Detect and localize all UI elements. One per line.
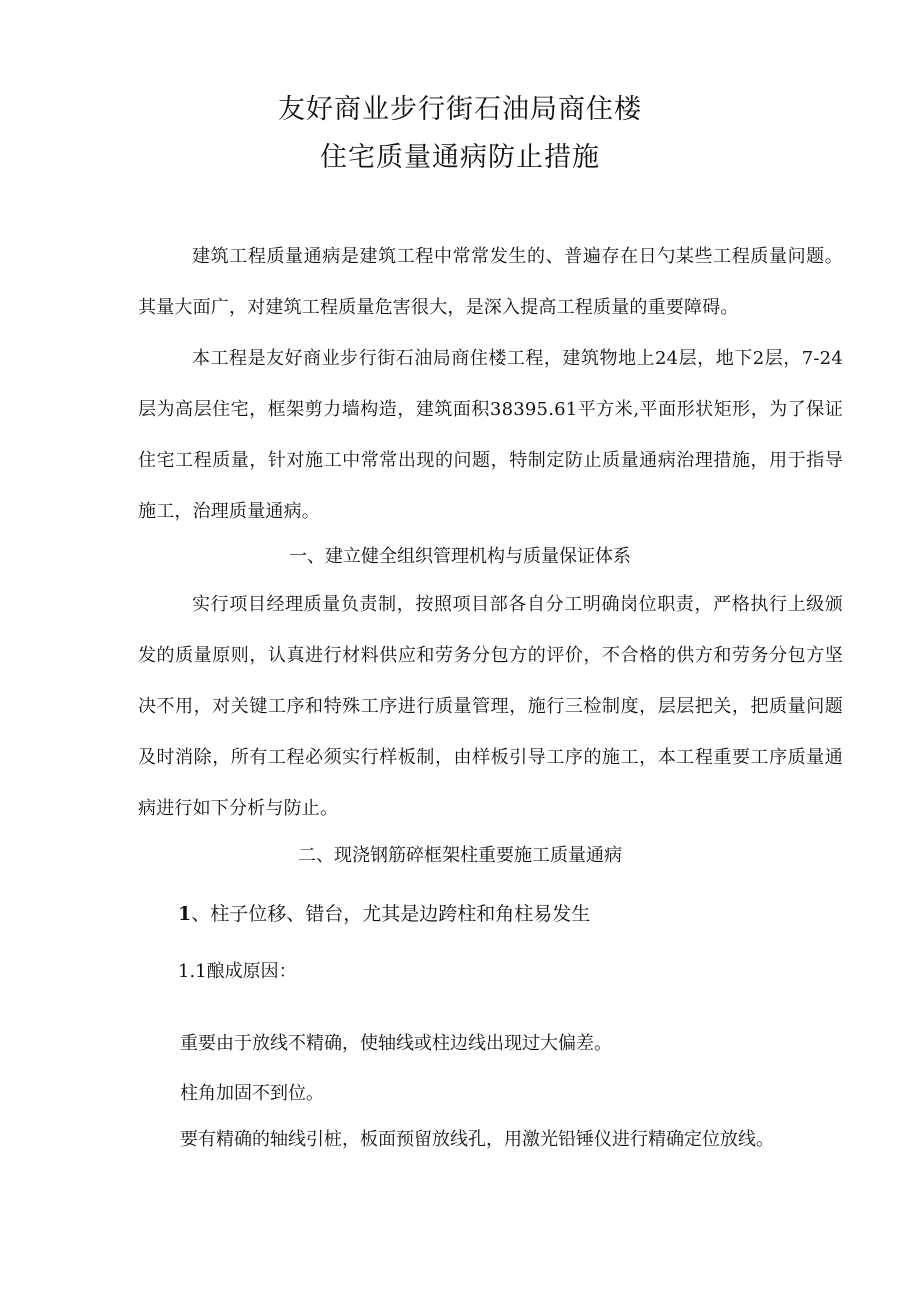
document-title-line-1: 友好商业步行街石油局商住楼 — [278, 94, 642, 125]
prevention-line: 要有精确的轴线引桩，板面预留放线孔，用激光铅锤仪进行精确定位放线。 — [180, 1129, 774, 1150]
section-heading-1: 一、建立健全组织管理机构与质量保证体系 — [289, 546, 631, 567]
section-heading-2: 二、现浇钢筋碎框架柱重要施工质量通病 — [298, 845, 622, 866]
subsection-1-1-title: 1.1酿成原因： — [178, 961, 297, 982]
cause-line-1: 重要由于放线不精确，使轴线或柱边线出现过大偏差。 — [180, 1033, 612, 1054]
subsection-1-title — [178, 898, 590, 930]
document-title-line-2: 住宅质量通病防止措施 — [320, 142, 600, 173]
intro-paragraph: 建筑工程质量通病是建筑工程中常常发生的、普遍存在日勺某些工程质量问题。其量大面广，对建筑工程质量危害很大，是深入提高工程质量的重要障碍。 — [138, 246, 843, 318]
cause-line-2: 柱角加固不到位。 — [180, 1083, 324, 1104]
section-1-paragraph: 实行项目经理质量负责制，按照项目部各自分工明确岗位职责，严格执行上级颁发的质量原则，认真进行材料供应和劳务分包方的评价，不合格的供方和劳务分包方坚决不用，对关键工序和特殊工序进行质量管理，施行三检制度，层层把关，把质量问题及时消除，所有工程必须实行样板制，由样板引导工序的施工，本工程重要工序质量通病进行如下分析与防止。 — [138, 594, 843, 819]
subsection-1-text: 、柱子位移、错台，尤其是边跨柱和角柱易发生 — [191, 903, 591, 925]
subsection-1-number: 1 — [178, 903, 192, 925]
project-paragraph: 本工程是友好商业步行街石油局商住楼工程，建筑物地上24层，地下2层，7-24层为高层住宅，框架剪力墙构造，建筑面积38395.61平方米,平面形状矩形，为了保证住宅工程质量，针对施工中常常出现的问题，特制定防止质量通病治理措施，用于指导施工，治理质量通病。 — [138, 348, 843, 522]
